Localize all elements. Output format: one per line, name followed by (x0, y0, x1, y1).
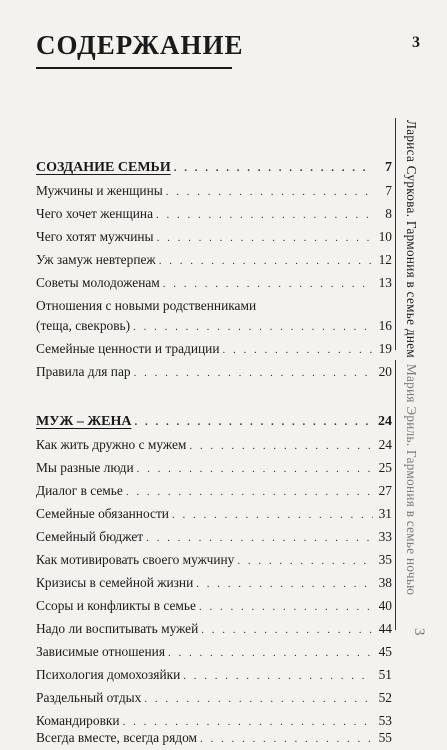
entry-title: Зависимые отношения (36, 644, 165, 659)
entry-title: Мужчины и женщины (36, 183, 163, 198)
toc-entry[interactable] (36, 458, 392, 478)
leader-dots (157, 228, 373, 248)
entry-title: Командировки (36, 713, 120, 728)
entry-page: 52 (378, 690, 392, 705)
toc-entry[interactable] (36, 642, 392, 662)
entry-page: 24 (378, 437, 392, 452)
entry-page: 27 (378, 483, 392, 498)
toc-entry[interactable] (36, 481, 392, 501)
entry-title: Мы разные люди (36, 460, 134, 475)
leader-dots (146, 528, 373, 548)
entry-title: Уж замуж невтерпеж (36, 252, 156, 267)
toc-entry[interactable] (36, 619, 392, 639)
toc-entry[interactable] (36, 435, 392, 455)
entry-title: Психология домохозяйки (36, 667, 181, 682)
leader-dots (137, 459, 373, 479)
entry-page: 45 (378, 644, 392, 659)
toc-entry[interactable] (36, 362, 392, 382)
toc-entry[interactable] (36, 181, 392, 201)
spine-title-top: Лариса Суркова. Гармония в семье днем (404, 120, 419, 359)
toc-entry[interactable] (36, 504, 392, 524)
leader-dots (134, 363, 373, 383)
entry-page: 12 (378, 252, 392, 267)
spine-divider-bottom (395, 360, 396, 630)
page-title: СОДЕРЖАНИЕ (36, 30, 244, 60)
entry-title: Семейные ценности и традиции (36, 341, 220, 356)
leader-dots (196, 574, 373, 594)
entry-title: Чего хочет женщина (36, 206, 154, 221)
leader-dots (159, 251, 373, 271)
leader-dots (237, 551, 373, 571)
leader-dots (200, 729, 373, 749)
entry-title: Чего хотят мужчины (36, 229, 154, 244)
toc-entry[interactable] (36, 204, 392, 224)
entry-title: (теща, свекровь) (36, 318, 131, 333)
leader-dots (174, 158, 373, 178)
entry-page: 31 (378, 506, 392, 521)
leader-dots (183, 666, 373, 686)
entry-page: 38 (378, 575, 392, 590)
toc-entry[interactable] (36, 550, 392, 570)
entry-title: Советы молодоженам (36, 275, 160, 290)
leader-dots (135, 412, 373, 432)
entry-page: 40 (378, 598, 392, 613)
spine-number: 3 (411, 628, 427, 636)
entry-title: Семейный бюджет (36, 529, 144, 544)
leader-dots (166, 182, 373, 202)
section-page: 24 (378, 414, 392, 429)
leader-dots (144, 689, 373, 709)
title-underline (36, 67, 232, 69)
entry-title: Кризисы в семейной жизни (36, 575, 194, 590)
toc-entry[interactable] (36, 527, 392, 547)
section-title: МУЖ – ЖЕНА (36, 414, 132, 429)
toc-entry[interactable] (36, 728, 392, 748)
entry-title: Как мотивировать своего мужчину (36, 552, 235, 567)
entry-page: 35 (378, 552, 392, 567)
toc-entry[interactable] (36, 227, 392, 247)
entry-title-line1: Отношения с новыми родственниками (36, 298, 257, 313)
entry-page: 25 (378, 460, 392, 475)
toc-entry[interactable] (36, 596, 392, 616)
leader-dots (168, 643, 373, 663)
entry-page: 8 (385, 206, 392, 221)
leader-dots (126, 482, 373, 502)
entry-title: Ссоры и конфликты в семье (36, 598, 196, 613)
leader-dots (189, 436, 373, 456)
spine-title-bottom: Мария Эриль. Гармония в семье ночью (404, 364, 419, 596)
toc-entry[interactable] (36, 688, 392, 708)
entry-title: Всегда вместе, всегда рядом (36, 730, 197, 745)
leader-dots (199, 597, 373, 617)
section-heading[interactable] (36, 412, 392, 432)
entry-page: 44 (378, 621, 392, 636)
toc-entry[interactable] (36, 573, 392, 593)
toc-entry[interactable] (36, 273, 392, 293)
entry-page: 33 (378, 529, 392, 544)
entry-page: 7 (385, 183, 392, 198)
entry-page: 51 (378, 667, 392, 682)
entry-page: 10 (378, 229, 392, 244)
entry-page: 53 (378, 713, 392, 728)
entry-page: 16 (378, 318, 392, 333)
entry-page: 20 (378, 364, 392, 379)
leader-dots (172, 505, 373, 525)
entry-title: Правила для пар (36, 364, 131, 379)
leader-dots (201, 620, 373, 640)
toc-entry[interactable] (36, 316, 392, 336)
toc-entry[interactable] (36, 665, 392, 685)
toc-entry[interactable] (36, 250, 392, 270)
entry-title: Диалог в семье (36, 483, 123, 498)
entry-page: 55 (378, 730, 392, 745)
section-heading[interactable] (36, 158, 392, 178)
leader-dots (163, 274, 373, 294)
leader-dots (223, 340, 373, 360)
spine-divider-top (395, 118, 396, 350)
entry-title: Как жить дружно с мужем (36, 437, 187, 452)
entry-title: Раздельный отдых (36, 690, 142, 705)
page-number: 3 (412, 34, 420, 51)
entry-page: 13 (378, 275, 392, 290)
entry-title: Надо ли воспитывать мужей (36, 621, 199, 636)
section-page: 7 (385, 160, 392, 175)
toc-entry[interactable] (36, 339, 392, 359)
leader-dots (133, 317, 373, 337)
section-title: СОЗДАНИЕ СЕМЬИ (36, 160, 171, 175)
leader-dots (156, 205, 373, 225)
entry-page: 19 (378, 341, 392, 356)
entry-title: Семейные обязанности (36, 506, 169, 521)
